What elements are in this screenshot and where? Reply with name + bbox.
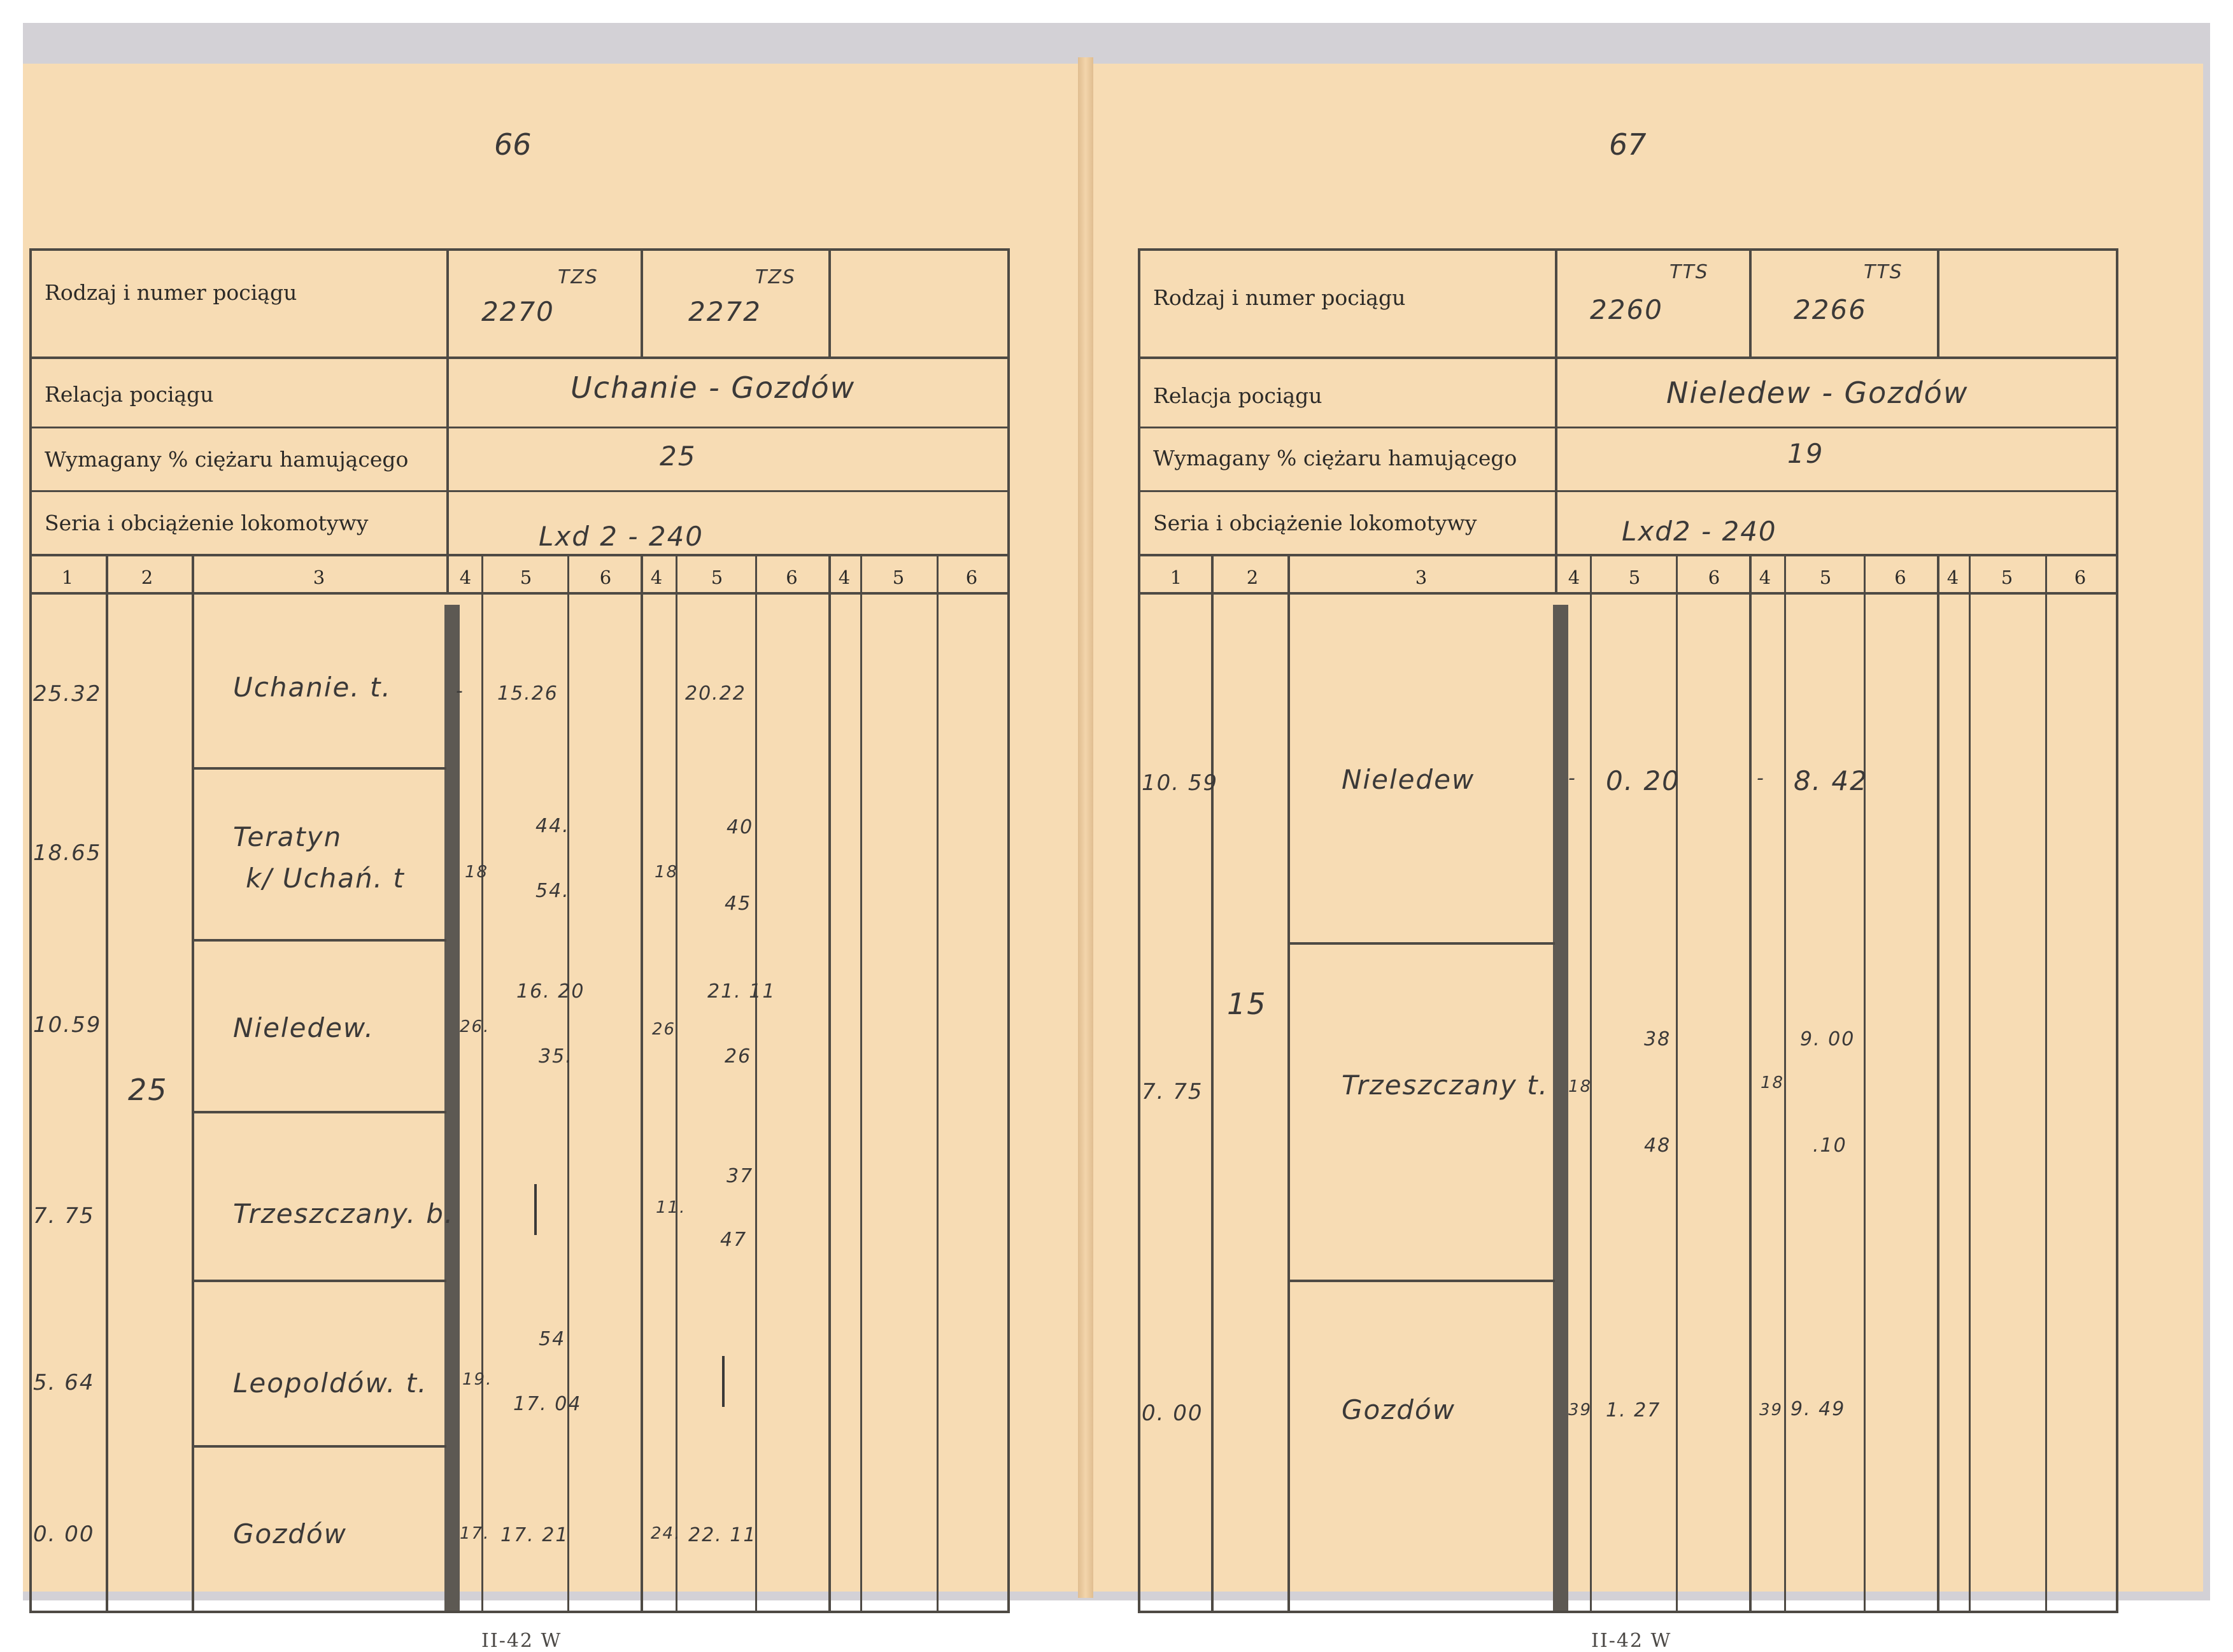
train-b-number: 2272: [688, 296, 762, 327]
form-code: II-42 W: [481, 1630, 562, 1652]
train-b-arrival: 9. 00: [1800, 1028, 1855, 1050]
locomotive-label: Seria i obciążenie lokomotywy: [1153, 511, 1477, 535]
train-a-arrival: 44.: [535, 815, 570, 837]
train-a-col4: 39: [1568, 1401, 1592, 1420]
train-number-label: Rodzaj i numer pociągu: [45, 280, 297, 305]
train-a-departure: 54.: [535, 880, 570, 902]
station-km: 10.59: [33, 1012, 102, 1038]
train-a-col4: 18: [1568, 1077, 1592, 1096]
pass-through-mark: [534, 1184, 537, 1235]
colnum-5c: 5: [2001, 567, 2013, 588]
train-b-col4: 26: [652, 1020, 676, 1039]
train-a-col4: 18: [465, 863, 489, 882]
train-a-col4: 26.: [460, 1017, 490, 1036]
train-a-arrival: 54: [539, 1328, 566, 1350]
colnum-6c: 6: [2074, 567, 2087, 588]
train-b-type: TZS: [755, 266, 796, 288]
timetable-left: [29, 248, 1010, 1630]
train-b-col4: 18: [655, 863, 679, 882]
train-b-col4: -: [1757, 767, 1765, 789]
locomotive-value: Lxd 2 - 240: [539, 521, 704, 552]
relation-value: Nieledew - Gozdów: [1666, 376, 1969, 410]
locomotive-value: Lxd2 - 240: [1622, 516, 1777, 547]
left-page: [23, 64, 1078, 1652]
station-name: Gozdów: [233, 1518, 347, 1550]
train-b-arrival: 9. 49: [1790, 1398, 1846, 1420]
train-b-arrival: 22. 11: [688, 1524, 757, 1546]
train-a-type: TZS: [558, 266, 599, 288]
colnum-4b: 4: [650, 567, 663, 588]
train-b-col4: 18: [1761, 1073, 1785, 1092]
train-a-arrival: 38: [1644, 1028, 1671, 1050]
relation-value: Uchanie - Gozdów: [571, 371, 856, 405]
colnum-5a: 5: [520, 567, 532, 588]
colnum-5c: 5: [892, 567, 905, 588]
train-a-departure: 35.: [539, 1045, 573, 1068]
station-km: 10. 59: [1142, 770, 1219, 796]
station-km: 25.32: [33, 681, 102, 707]
relation-label: Relacja pociągu: [45, 382, 214, 407]
train-b-time: 20.22: [685, 682, 746, 705]
station-km: 0. 00: [1142, 1401, 1203, 1426]
station-name: Nieledew.: [233, 1012, 374, 1043]
speed-value: 15: [1227, 987, 1267, 1021]
train-b-departure: 45: [725, 893, 752, 915]
train-b-arrival: 37: [727, 1165, 754, 1187]
train-b-arrival: 21. 11: [707, 980, 776, 1003]
timetable-right: [1138, 248, 2118, 1630]
colnum-6c: 6: [965, 567, 978, 588]
station-name: Teratyn: [233, 821, 343, 852]
train-b-departure: .10: [1813, 1134, 1847, 1157]
station-km: 0. 00: [33, 1521, 95, 1547]
train-a-col4: -: [456, 680, 464, 702]
train-a-col4: 19.: [462, 1370, 493, 1389]
train-b-type: TTS: [1864, 261, 1903, 283]
colnum-4b: 4: [1759, 567, 1771, 588]
brake-percent-label: Wymagany % ciężaru hamującego: [45, 447, 409, 472]
train-a-time: 15.26: [497, 682, 558, 705]
colnum-2: 2: [1246, 567, 1259, 588]
right-page: [1093, 64, 2203, 1652]
colnum-5b: 5: [1819, 567, 1832, 588]
page-number: 66: [494, 127, 532, 162]
train-b-departure: 26: [725, 1045, 752, 1068]
train-a-arrival: 16. 20: [516, 980, 585, 1003]
brake-percent-label: Wymagany % ciężaru hamującego: [1153, 446, 1517, 470]
station-name: Nieledew: [1342, 764, 1475, 795]
colnum-2: 2: [141, 567, 153, 588]
station-name: Leopoldów. t.: [233, 1367, 428, 1399]
colnum-4c: 4: [838, 567, 851, 588]
colnum-6a: 6: [1708, 567, 1720, 588]
colnum-6a: 6: [599, 567, 612, 588]
colnum-4a: 4: [1568, 567, 1580, 588]
train-a-col4: 17.: [460, 1524, 490, 1543]
relation-label: Relacja pociągu: [1153, 383, 1322, 408]
station-km: 7. 75: [33, 1203, 95, 1229]
train-b-number: 2266: [1794, 294, 1867, 325]
colnum-3: 3: [313, 567, 325, 588]
train-a-departure: 48: [1644, 1134, 1671, 1157]
station-name-line2: k/ Uchań. t: [246, 863, 405, 894]
station-name: Gozdów: [1342, 1394, 1456, 1425]
colnum-1: 1: [61, 567, 74, 588]
train-a-col4: -: [1568, 767, 1577, 789]
locomotive-label: Seria i obciążenie lokomotywy: [45, 511, 369, 535]
station-name: Trzeszczany. b.: [233, 1198, 455, 1229]
page-number: 67: [1609, 127, 1647, 162]
train-a-number: 2260: [1590, 294, 1663, 325]
station-km: 18.65: [33, 840, 102, 866]
form-code: II-42 W: [1591, 1630, 1672, 1652]
train-number-label: Rodzaj i numer pociągu: [1153, 285, 1406, 310]
colnum-6b: 6: [786, 567, 798, 588]
train-a-time: 0. 20: [1606, 765, 1680, 796]
speed-value: 25: [128, 1073, 168, 1107]
train-b-time: 8. 42: [1794, 765, 1868, 796]
colnum-3: 3: [1415, 567, 1428, 588]
colnum-5b: 5: [711, 567, 723, 588]
colnum-6b: 6: [1894, 567, 1906, 588]
colnum-5a: 5: [1628, 567, 1641, 588]
train-b-col4: 11.: [656, 1198, 686, 1217]
brake-percent-value: 25: [660, 441, 697, 472]
station-km: 5. 64: [33, 1370, 95, 1395]
colnum-4a: 4: [459, 567, 472, 588]
pass-through-mark: [722, 1356, 725, 1407]
station-name: Uchanie. t.: [233, 672, 392, 703]
train-b-col4: 39: [1759, 1401, 1783, 1420]
colnum-1: 1: [1170, 567, 1182, 588]
brake-percent-value: 19: [1787, 438, 1824, 469]
station-km: 7. 75: [1142, 1079, 1203, 1105]
train-a-number: 2270: [481, 296, 555, 327]
colnum-4c: 4: [1946, 567, 1959, 588]
train-a-arrival: 17. 21: [500, 1524, 569, 1546]
train-b-col4: 24.: [651, 1524, 681, 1543]
train-a-type: TTS: [1669, 261, 1709, 283]
train-b-arrival: 40: [727, 816, 754, 838]
train-a-arrival: 1. 27: [1606, 1399, 1661, 1422]
book-gutter: [1078, 57, 1093, 1598]
train-a-departure: 17. 04: [513, 1393, 582, 1415]
train-b-departure: 47: [720, 1229, 748, 1251]
station-name: Trzeszczany t.: [1342, 1070, 1549, 1101]
